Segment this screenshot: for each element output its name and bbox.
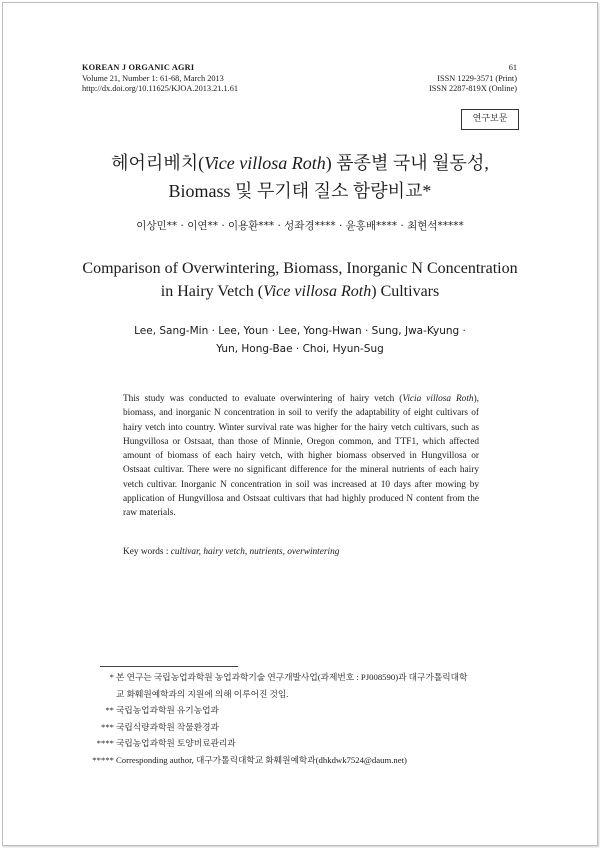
footnotes: [86, 669, 526, 768]
issn-print: ISSN 1229-3571 (Print): [437, 73, 517, 83]
korean-title-species: Vice villosa Roth: [204, 153, 326, 173]
footnote-text: 교 화훼원예학과의 지원에 의해 이루어진 것임.: [116, 688, 289, 699]
keywords: [123, 547, 339, 557]
issn-header: [429, 63, 517, 95]
english-title: [0, 257, 600, 303]
abstract-part2: ), biomass, and inorganic N concentration in soil to verify the adaptability of eight cultivars of hairy vetch into country. Winter survival rate was higher for the hairy vetch cultivars, such as Hungvillosa or Ostsaat, than those of Minnie, Oregon common, and TTF1, which affected amount of biomass of each hairy vetch, with higher biomass observed in Hungvillosa or Ostsaat cultivar. There were no significant difference for the mineral nutrients of each hairy vetch cultivar. Inorganic N concentration in soil was increased at 10 days after mowing by application of Hungvillosa and Ostsaat cultivars that had highly produced N content from the raw materials.: [123, 394, 479, 519]
footnote-marker: *: [109, 672, 114, 682]
footnote: [86, 702, 526, 719]
volume-info: Volume 21, Number 1: 61-68, March 2013: [82, 73, 224, 83]
keywords-label: Key words :: [123, 547, 169, 557]
footnote: [86, 752, 526, 769]
footnote-marker: **: [105, 705, 114, 715]
keywords-terms: cultivar, hairy vetch, nutrients, overwintering: [170, 547, 340, 557]
article-type-badge: 연구보문: [461, 109, 519, 130]
abstract-species: Vicia villosa Roth: [402, 394, 474, 404]
korean-authors: 이상민** · 이연** · 이용환*** · 성좌경**** · 윤홍배**** · 최현석*****: [136, 220, 464, 232]
footnote-marker: *****: [92, 754, 114, 765]
doi-link[interactable]: http://dx.doi.org/10.11625/KJOA.2013.21.1.61: [82, 84, 239, 93]
english-title-species: Vice villosa Roth: [263, 283, 372, 300]
journal-name: KOREAN J ORGANIC AGRI: [82, 63, 195, 72]
footnote: [86, 669, 526, 686]
page-number: 61: [508, 63, 517, 72]
english-title-pre: in Hairy Vetch (: [160, 283, 264, 300]
korean-title-post: ) 품종별 국내 월동성,: [325, 153, 489, 173]
korean-title-line2: Biomass 및 무기태 질소 함량비교*: [168, 181, 432, 201]
footnote: [86, 719, 526, 736]
footnote-text: 본 연구는 국립농업과학원 농업과학기술 연구개발사업(과제번호 : PJ008590)과 대구가톨릭대학: [116, 672, 468, 682]
issn-online: ISSN 2287-819X (Online): [428, 84, 517, 93]
english-title-post: ) Cultivars: [371, 283, 440, 300]
abstract: [123, 392, 479, 521]
korean-title-pre: 헤어리베치(: [111, 153, 205, 173]
english-title-line1: Comparison of Overwintering, Biomass, Inorganic N Concentration: [82, 260, 518, 277]
english-authors-line1: Lee, Sang-Min · Lee, Youn · Lee, Yong-Hwan · Sung, Jwa-Kyung ·: [134, 325, 466, 337]
footnote-divider: [100, 666, 238, 667]
footnote-text: 국립농업과학원 토양비료관리과: [116, 738, 236, 748]
footnote: [86, 686, 526, 703]
english-authors: [0, 322, 600, 358]
footnote: [86, 735, 526, 752]
footnote-marker: ****: [96, 738, 114, 748]
korean-title: [0, 149, 600, 205]
footnote-text: 국립식량과학원 작물환경과: [116, 721, 219, 732]
english-authors-line2: Yun, Hong-Bae · Choi, Hyun-Sug: [216, 343, 384, 355]
abstract-part1: This study was conducted to evaluate overwintering of hairy vetch (: [123, 394, 403, 404]
footnote-text: Corresponding author, 대구가톨릭대학교 화훼원예학과(dhkdwk7524@daum.net): [116, 754, 407, 765]
footnote-marker: ***: [100, 721, 114, 732]
footnote-text: 국립농업과학원 유기농업과: [116, 705, 219, 715]
journal-header: [82, 63, 238, 95]
